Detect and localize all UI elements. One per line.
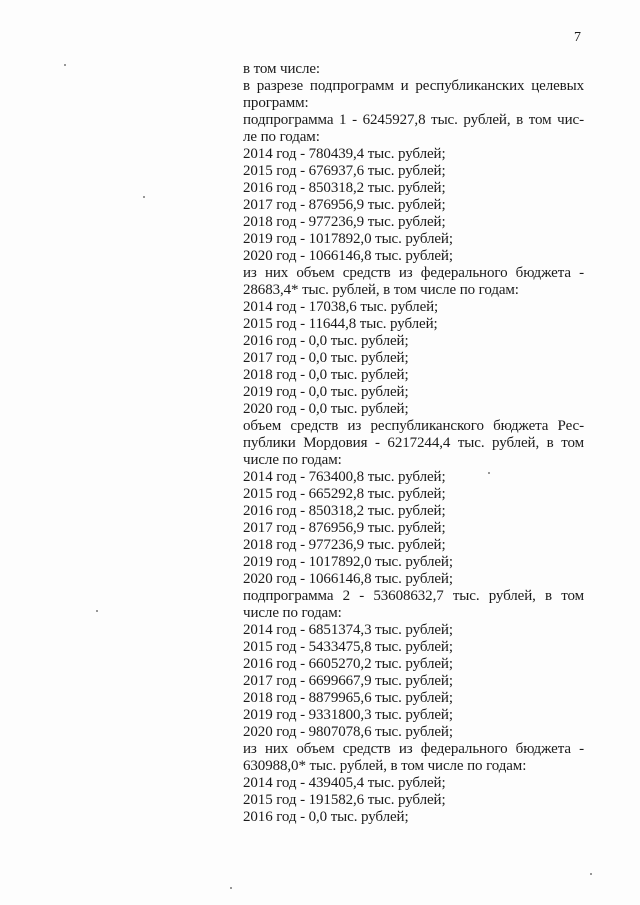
text-line: 2019 год - 1017892,0 тыс. рублей;: [243, 231, 453, 247]
text-line: 2016 год - 0,0 тыс. рублей;: [243, 333, 409, 349]
text-line: 2016 год - 850318,2 тыс. рублей;: [243, 180, 446, 196]
page-number: 7: [574, 30, 581, 45]
text-line: числе по годам:: [243, 452, 342, 468]
text-line: 2016 год - 0,0 тыс. рублей;: [243, 809, 409, 825]
text-line: из них объем средств из федерального бюджета -: [243, 265, 584, 281]
scan-speck: [64, 64, 66, 66]
text-line: 2020 год - 1066146,8 тыс. рублей;: [243, 248, 453, 264]
text-line: 28683,4* тыс. рублей, в том числе по годам:: [243, 282, 519, 298]
text-line: из них объем средств из федерального бюджета -: [243, 741, 584, 757]
text-line: в разрезе подпрограмм и республиканских целевых: [243, 78, 584, 94]
text-line: 2018 год - 977236,9 тыс. рублей;: [243, 214, 446, 230]
text-block: [243, 61, 584, 826]
text-line: 630988,0* тыс. рублей, в том числе по годам:: [243, 758, 527, 774]
text-line: в том числе:: [243, 61, 320, 77]
text-line: 2019 год - 1017892,0 тыс. рублей;: [243, 554, 453, 570]
text-line: 2015 год - 191582,6 тыс. рублей;: [243, 792, 446, 808]
text-line: ле по годам:: [243, 129, 320, 145]
text-line: 2017 год - 876956,9 тыс. рублей;: [243, 197, 446, 213]
text-line: 2018 год - 977236,9 тыс. рублей;: [243, 537, 446, 553]
text-line: 2014 год - 6851374,3 тыс. рублей;: [243, 622, 453, 638]
text-line: 2015 год - 676937,6 тыс. рублей;: [243, 163, 446, 179]
scan-speck: [590, 873, 592, 875]
text-line: 2020 год - 9807078,6 тыс. рублей;: [243, 724, 453, 740]
text-line: 2016 год - 6605270,2 тыс. рублей;: [243, 656, 453, 672]
scan-speck: [143, 196, 145, 198]
text-line: 2014 год - 780439,4 тыс. рублей;: [243, 146, 446, 162]
scan-speck: [230, 887, 232, 889]
text-line: 2015 год - 5433475,8 тыс. рублей;: [243, 639, 453, 655]
text-line: 2014 год - 763400,8 тыс. рублей;: [243, 469, 446, 485]
text-line: объем средств из республиканского бюджета Рес-: [243, 418, 584, 434]
text-line: программ:: [243, 95, 309, 111]
text-line: 2017 год - 6699667,9 тыс. рублей;: [243, 673, 453, 689]
scan-speck: [96, 610, 98, 612]
text-line: 2014 год - 17038,6 тыс. рублей;: [243, 299, 439, 315]
text-line: числе по годам:: [243, 605, 342, 621]
text-line: 2014 год - 439405,4 тыс. рублей;: [243, 775, 446, 791]
text-line: 2020 год - 1066146,8 тыс. рублей;: [243, 571, 453, 587]
text-line: 2017 год - 876956,9 тыс. рублей;: [243, 520, 446, 536]
text-line: публики Мордовия - 6217244,4 тыс. рублей, в том: [243, 435, 584, 451]
text-line: 2018 год - 0,0 тыс. рублей;: [243, 367, 409, 383]
text-line: 2019 год - 0,0 тыс. рублей;: [243, 384, 409, 400]
text-line: 2020 год - 0,0 тыс. рублей;: [243, 401, 409, 417]
scan-speck: [488, 472, 490, 474]
text-line: 2015 год - 665292,8 тыс. рублей;: [243, 486, 446, 502]
text-line: 2019 год - 9331800,3 тыс. рублей;: [243, 707, 453, 723]
text-line: подпрограмма 2 - 53608632,7 тыс. рублей, в том: [243, 588, 584, 604]
text-line: подпрограмма 1 - 6245927,8 тыс. рублей, в том чис-: [243, 112, 584, 128]
text-line: 2016 год - 850318,2 тыс. рублей;: [243, 503, 446, 519]
text-line: 2017 год - 0,0 тыс. рублей;: [243, 350, 409, 366]
text-line: 2018 год - 8879965,6 тыс. рублей;: [243, 690, 453, 706]
text-line: 2015 год - 11644,8 тыс. рублей;: [243, 316, 438, 332]
